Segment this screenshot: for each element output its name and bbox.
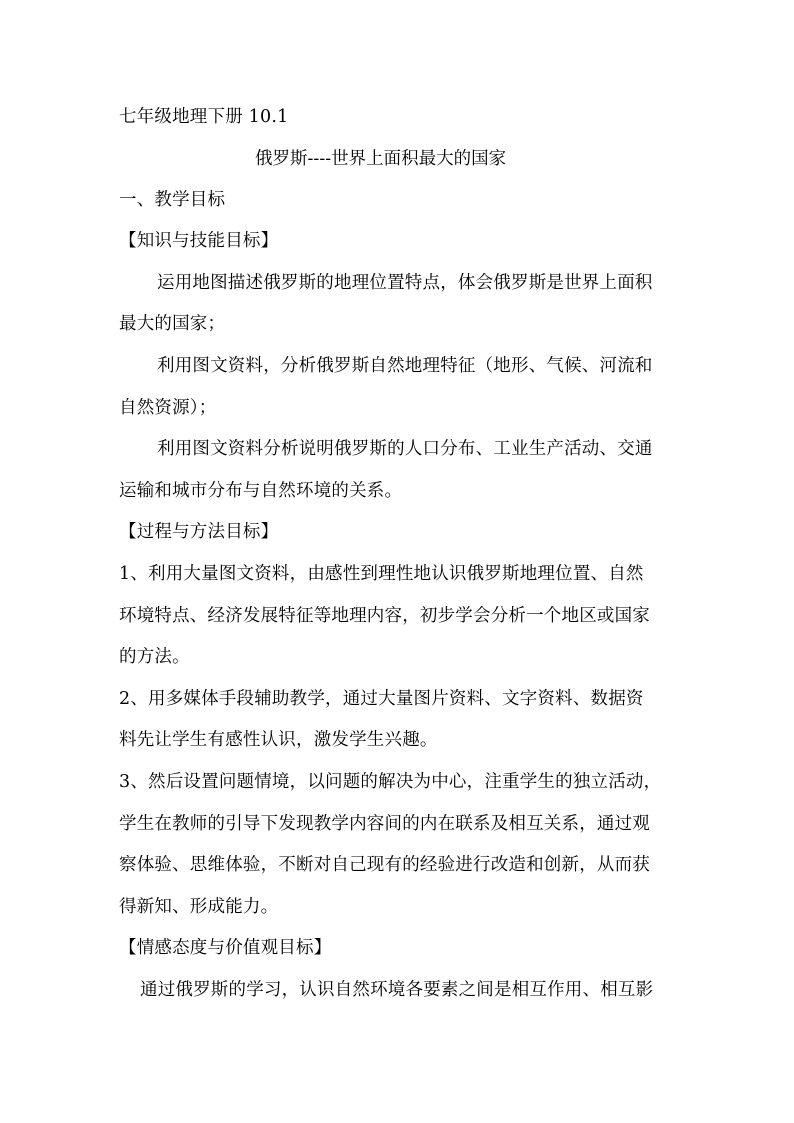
paragraph-line: 学生在教师的引导下发现教学内容间的内在联系及相互关系，通过观	[119, 814, 650, 834]
heading-emotion-values: 【情感态度与价值观目标】	[119, 938, 332, 958]
paragraph-line: 3、然后设置问题情境，以问题的解决为中心，注重学生的独立活动，	[119, 772, 662, 792]
paragraph-line: 1、利用大量图文资料，由感性到理性地认识俄罗斯地理位置、自然	[119, 564, 644, 584]
paragraph-line: 料先让学生有感性认识，激发学生兴趣。	[119, 730, 438, 750]
paragraph-line: 得新知、形成能力。	[119, 897, 279, 917]
heading-process-methods: 【过程与方法目标】	[119, 522, 279, 542]
doc-header: 七年级地理下册 10.1	[119, 107, 289, 127]
paragraph-line: 通过俄罗斯的学习，认识自然环境各要素之间是相互作用、相互影	[140, 980, 654, 1000]
heading-knowledge-skills: 【知识与技能目标】	[119, 231, 279, 251]
paragraph-line: 察体验、思维体验，不断对自己现有的经验进行改造和创新，从而获	[119, 855, 650, 875]
paragraph-line: 的方法。	[119, 647, 190, 667]
paragraph-line: 利用图文资料，分析俄罗斯自然地理特征（地形、气候、河流和	[157, 356, 653, 376]
paragraph-line: 2、用多媒体手段辅助教学，通过大量图片资料、文字资料、数据资	[119, 689, 644, 709]
doc-title: 俄罗斯----世界上面积最大的国家	[255, 149, 507, 169]
paragraph-line: 最大的国家；	[119, 314, 226, 334]
paragraph-line: 运用地图描述俄罗斯的地理位置特点，体会俄罗斯是世界上面积	[157, 273, 653, 293]
paragraph-line: 环境特点、经济发展特征等地理内容，初步学会分析一个地区或国家	[119, 606, 650, 626]
paragraph-line: 自然资源）；	[119, 398, 217, 418]
paragraph-line: 运输和城市分布与自然环境的关系。	[119, 481, 403, 501]
section-heading-objectives: 一、教学目标	[119, 190, 226, 210]
paragraph-line: 利用图文资料分析说明俄罗斯的人口分布、工业生产活动、交通	[157, 439, 653, 459]
